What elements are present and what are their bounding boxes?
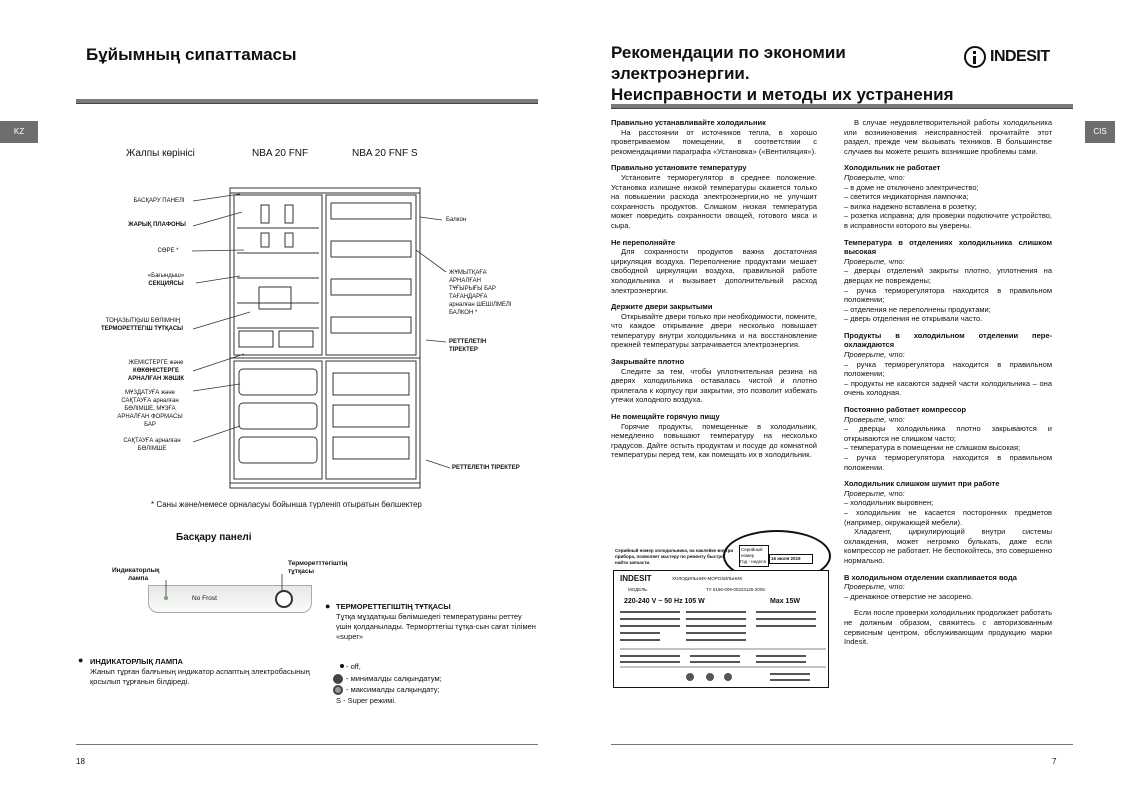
check-label: Проверьте, что: xyxy=(844,172,905,182)
tip-text: Открывайте двери только при необходимости, помните, что каждое открывание двери несколько повышает температуру внутри холодильника и на восстановление прежней температуры затрачивается электроэнергия. xyxy=(611,311,817,350)
tips-column xyxy=(611,118,817,467)
label-veg-small: ЖЕМІСТЕРГЕ және xyxy=(128,360,184,366)
tip-heading: Правильно установите температуру xyxy=(611,163,747,173)
plate-lamp: Max 15W xyxy=(770,598,800,605)
tip-block xyxy=(611,302,817,350)
tip-block xyxy=(611,238,817,296)
plate-made: ХОЛОДИЛЬНИК-МОРОЗИЛЬНИК xyxy=(672,576,743,581)
label-bottle-1: ЖҰМЫТҚАҒА xyxy=(449,270,487,276)
label-balcony: Балкон xyxy=(446,217,467,223)
problem-block xyxy=(844,238,1052,324)
check-item: – дверцы отделений закрыты плотно, уплотнения на дверцах не повреждены; xyxy=(844,266,1052,285)
label-bottle-6: БАЛКОН * xyxy=(449,310,478,316)
plate-note: Серийный номер холодильника, на наклейке внутри прибора, позволяет мастеру по ремонту быстро найти запчасти. xyxy=(615,548,734,565)
right-title-line-3: Неисправности и методы их устранения xyxy=(611,85,954,104)
check-item: – продукты не касаются задней части холодильника – она очень холодная. xyxy=(844,378,1052,398)
problem-block xyxy=(844,479,1052,565)
troubleshooting-outro: Если после проверки холодильник продолжает работать не должным образом, свяжитесь с авторизованным сервисным центром, обслуживающим продукцию марки Indesit. xyxy=(844,608,1052,647)
problem-heading: Постоянно работает компрессор xyxy=(844,405,967,415)
plate-body xyxy=(613,570,829,688)
label-freeze-1: МҰЗДАТУҒА және xyxy=(125,390,175,396)
troubleshooting-intro: В случае неудовлетворительной работы холодильника или возникновения неисправностей прочитайте этот раздел, прежде чем вызывать техников. В большинстве случаев вы можете решить возникшие проблемы сами. xyxy=(844,118,1052,156)
option-max-icon xyxy=(333,685,343,695)
problem-heading: Температура в отделениях холодильника слишком высокая xyxy=(844,237,1052,257)
problem-heading: Холодильник слишком шумит при работе xyxy=(844,479,1000,489)
right-page-number: 7 xyxy=(1052,757,1057,766)
thermostat-label-2: тұтқасы xyxy=(288,568,315,575)
thermostat-bullet: ● xyxy=(325,601,331,611)
check-item: – дверцы холодильника плотно закрываются и открываются не слишком часто; xyxy=(844,424,1052,443)
tip-heading: Не помещайте горячую пищу xyxy=(611,412,720,422)
problem-heading: Продукты в холодильном отделении пере-охлаждаются xyxy=(844,330,1052,350)
label-bottle-4: ТАҒАНДАРҒА xyxy=(449,294,488,300)
plate-brand: INDESIT xyxy=(620,574,652,583)
label-shelves: СӨРЕ * xyxy=(157,248,179,254)
label-freeze-5: БАР xyxy=(144,422,156,428)
label-compartment-bold: СЕКЦИЯСЫ xyxy=(148,281,184,287)
indicator-lamp-label-2: лампа xyxy=(128,575,149,582)
check-item: Хладагент, циркулирующий внутри системы охлаждения, может негромко булькать, даже если компрессор не работает. Не беспокойтесь, это совершенно нормально. xyxy=(844,527,1052,565)
problem-block xyxy=(844,331,1052,398)
right-bottom-rule xyxy=(611,744,1073,745)
right-title-rule xyxy=(611,104,1073,109)
tip-heading: Закрывайте плотно xyxy=(611,357,685,367)
problem-block xyxy=(844,163,1052,230)
problem-heading: В холодильном отделении скапливается вода xyxy=(844,572,1017,582)
label-veg-bold: КӨКӨНІСТЕРГЕ АРНАЛҒАН ЖӘШІК xyxy=(127,368,185,382)
rating-plate xyxy=(613,548,831,688)
option-off-icon xyxy=(340,664,344,668)
label-freeze-2: САҚТАУҒА арналған xyxy=(121,398,179,404)
label-feet-1: РЕТТЕЛЕТІН xyxy=(449,339,487,345)
check-item: – ручка терморегулятора находится в правильном положении. xyxy=(844,453,1052,472)
general-view-heading: Жалпы көрінісі xyxy=(126,148,195,159)
check-item: – вилка надежно вставлена в розетку; xyxy=(844,201,977,211)
thermostat-head: ТЕРМОРЕТТЕГІШТІҢ ТҰТҚАСЫ xyxy=(336,602,451,611)
check-item: – холодильник не касается посторонних предметов (например, окружающей мебели). xyxy=(844,507,1052,527)
troubleshooting-column xyxy=(844,118,1052,647)
label-compartment-small: «Бағындыш» xyxy=(147,273,185,279)
problem-block xyxy=(844,573,1052,602)
right-title-line-2: электроэнергии. xyxy=(611,64,750,83)
tip-block xyxy=(611,412,817,460)
indicator-lamp-label-1: Индикаторлық xyxy=(112,567,160,574)
label-bottle-3: ТҰҒЫРЫҒЫ БАР xyxy=(449,286,496,292)
tip-text: На расстоянии от источников тепла, в хорошо проветриваемом помещении, в соответствии с рекомендациями параграфа «Установка» («Вентиляция»). xyxy=(611,127,817,156)
check-item: – температура в помещении не слишком высокая; xyxy=(844,443,1021,453)
left-page-number: 18 xyxy=(76,757,85,766)
label-control-panel: БАСҚАРУ ПАНЕЛІ xyxy=(133,198,185,204)
right-title-line-1: Рекомендации по экономии xyxy=(611,43,846,62)
left-page-title: Бұйымның сипаттамасы xyxy=(86,45,297,64)
model-name-1: NBA 20 FNF xyxy=(252,148,309,159)
tip-heading: Правильно устанавливайте холодильник xyxy=(611,118,766,127)
check-item: – дренажное отверстие не засорено. xyxy=(844,591,973,601)
label-freeze-3: БӨЛІМШЕ, МҰЗҒА xyxy=(124,406,176,412)
problem-heading: Холодильник не работает xyxy=(844,163,941,173)
label-store-1: САҚТАУҒА арналған xyxy=(123,438,181,444)
check-label: Проверьте, что: xyxy=(844,582,905,592)
plate-serial-box: Серийный номер xyxy=(739,545,769,567)
thermostat-label-1: Терморетттегіштің xyxy=(288,560,348,567)
tip-text: Для сохранности продуктов важна достаточная циркуляция воздуха. Переполнение продуктами мешает свободной циркуляции воздуха, правильной работе холодильника и вызывает дополнительный расход электроэнергии. xyxy=(611,247,817,295)
check-item: – ручка терморегулятора находится в правильном положении; xyxy=(844,359,1052,379)
option-min-icon xyxy=(333,674,343,684)
label-store-2: БӨЛІМШЕ xyxy=(137,446,167,452)
lang-tab-kz: KZ xyxy=(0,121,38,143)
model-name-2: NBA 20 FNF S xyxy=(352,148,418,159)
indicator-head: ИНДИКАТОРЛЫҚ ЛАМПА xyxy=(90,657,183,666)
label-adj-feet: РЕТТЕЛЕТІН ТІРЕКТЕР xyxy=(452,465,520,471)
check-item: – отделения не переполнены продуктами; xyxy=(844,304,991,314)
brand-name: INDESIT xyxy=(990,48,1050,65)
check-item: – дверь отделения не открывали часто. xyxy=(844,314,983,324)
option-super: S - Super режимі. xyxy=(336,696,397,705)
plate-power: 220-240 V ~ 50 Hz 105 W xyxy=(624,598,705,605)
plate-model: МОДЕЛЬ xyxy=(628,587,648,592)
tip-text: Горячие продукты, помещенные в холодильник, немедленно повышают температуру на несколько градусов. Дайте остыть продуктам и посуде до комнатной температуры перед тем, как помещать их в холодильник. xyxy=(611,421,817,460)
label-chiller-bold: ТЕРМОРЕТТЕГІШ ТҰТҚАСЫ xyxy=(100,326,184,332)
tip-block xyxy=(611,118,817,156)
left-title-rule xyxy=(76,99,538,104)
check-label: Проверьте, что: xyxy=(844,256,905,266)
panel-callouts xyxy=(140,574,300,600)
tip-block xyxy=(611,163,817,230)
option-off: - off, xyxy=(346,662,361,671)
plate-date: 16 июля 2019 xyxy=(769,554,813,564)
label-feet-2: ТІРЕКТЕР xyxy=(449,347,478,353)
tip-block xyxy=(611,357,817,405)
indesit-logo xyxy=(964,46,1050,68)
option-max: - максималды салқындату; xyxy=(346,685,440,694)
indesit-logo-mark xyxy=(964,46,986,68)
check-label: Проверьте, что: xyxy=(844,414,905,424)
check-item: – ручка терморегулятора находится в правильном положении; xyxy=(844,285,1052,305)
label-bottle-5: арналған ШЕШІЛМЕЛІ xyxy=(449,302,512,308)
tip-text: Установите терморегулятор в среднее положение. Установка излишне низкой температуры скажется только на повышении расхода электроэнергии,но не улучшит сохранность продуктов. Слишком низкая температура может повредить сохранности овощей, готового мяса и сыра. xyxy=(611,172,817,230)
indicator-text: Жанып тұрған балғының индикатор аспаптың электробасының қосылып тұрғанын білдіреді. xyxy=(90,667,310,686)
label-chiller-small: ТОҢАЗЫТҚЫШ БӨЛІМНІҢ xyxy=(105,318,181,324)
problem-block xyxy=(844,405,1052,472)
check-label: Проверьте, что: xyxy=(844,488,905,498)
label-lamps: ЖАРЫҚ ПЛАФОНЫ xyxy=(128,222,186,228)
option-min: - минималды салқындатум; xyxy=(346,674,442,683)
lang-tab-cis: CIS xyxy=(1085,121,1115,143)
thermostat-text: Тұтқа мұздатқыш бөлімшедегі температураны реттеу үшін қолданылады. Терморттегіш тұтқа-сын сағат тілімен «super» xyxy=(336,612,536,641)
no-frost-label: No Frost xyxy=(192,595,217,602)
tip-heading: Держите двери закрытыми xyxy=(611,302,713,312)
check-item: – розетка исправна; для проверки подключите устройство, в исправности которого вы уверены. xyxy=(844,211,1052,230)
tip-heading: Не переполняйте xyxy=(611,237,676,247)
left-bottom-rule xyxy=(76,744,538,745)
control-panel-heading: Басқару панелі xyxy=(176,532,252,543)
plate-year-box: Год - неделя xyxy=(740,559,767,564)
plate-spec-lines xyxy=(620,609,826,685)
check-item: – в доме не отключено электричество; xyxy=(844,182,979,192)
plate-tu: ТУ 5156-009-00223125-2006 xyxy=(706,587,765,592)
footnote: * Саны және/немесе орналасуы бойынша түрленіп отыратын бөлшектер xyxy=(151,500,422,509)
tip-text: Следите за тем, чтобы уплотнительная резина на дверях холодильника оставалась чистой и плотно прилегала к корпусу при закрытии, это позволит избежать утечки холодного воздуха. xyxy=(611,366,817,405)
indicator-bullet: ● xyxy=(78,655,84,665)
label-freeze-4: АРНАЛҒАН ФОРМАСЫ xyxy=(117,414,183,420)
check-label: Проверьте, что: xyxy=(844,350,905,360)
check-item: – холодильник выровнен; xyxy=(844,498,934,508)
label-bottle-2: АРНАЛҒАН xyxy=(449,278,481,284)
check-item: – светится индикаторная лампочка; xyxy=(844,192,969,202)
callout-lines xyxy=(180,190,470,480)
